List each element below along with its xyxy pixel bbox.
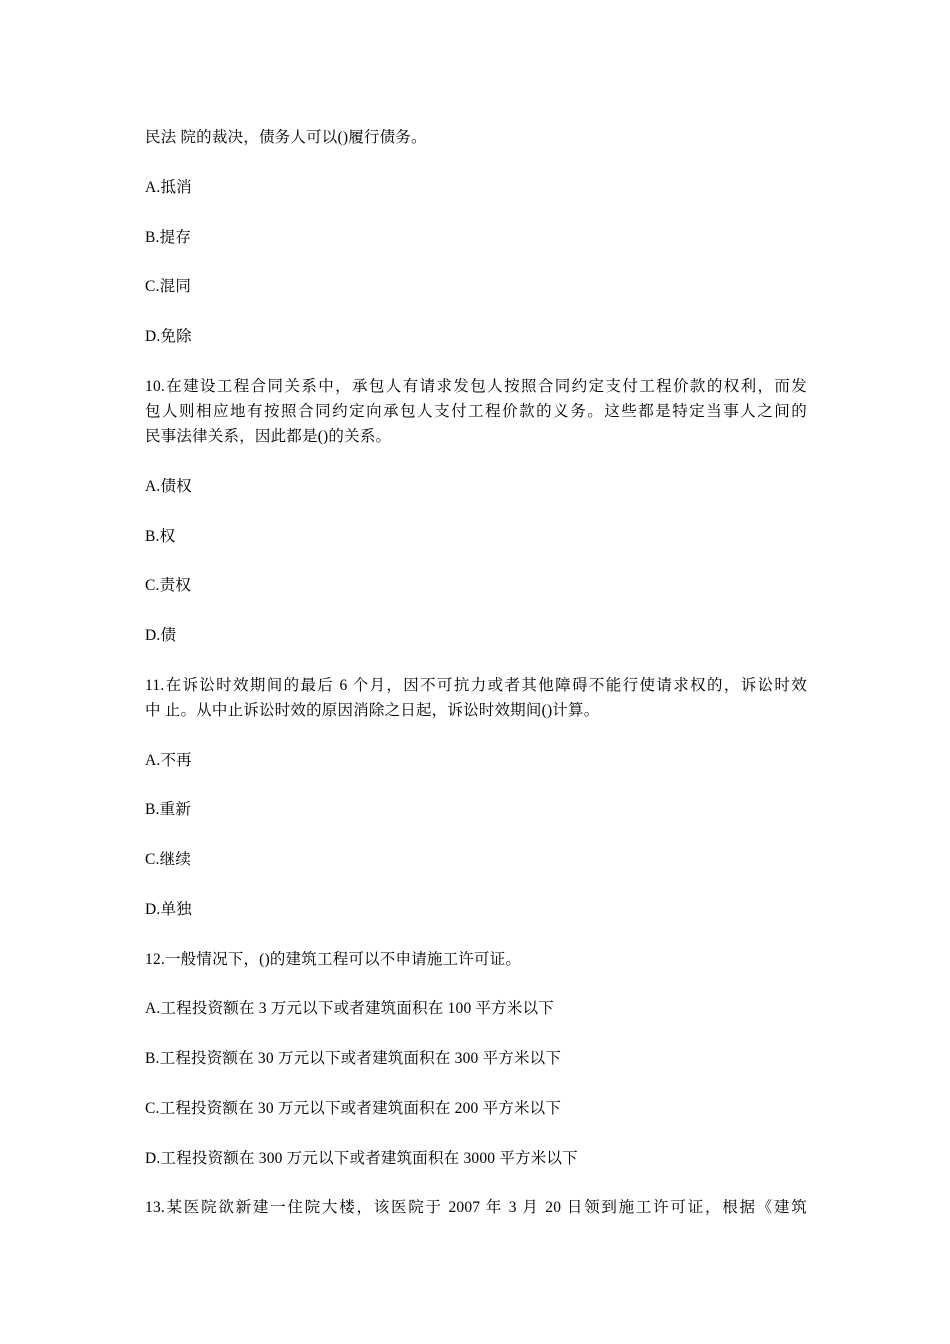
q10-option-a: A.债权 (145, 478, 192, 495)
question-13-stem-line-1: 13.某医院欲新建一住院大楼，该医院于 2007 年 3 月 20 日领到施工许可证，根据《建筑 (145, 1199, 807, 1216)
question-10-stem-line-1: 10.在建设工程合同关系中，承包人有请求发包人按照合同约定支付工程价款的权利，而发 (145, 378, 807, 395)
question-11-stem-line-1: 11.在诉讼时效期间的最后 6 个月，因不可抗力或者其他障碍不能行使请求权的，诉讼时效 (145, 677, 807, 694)
q12-option-d: D.工程投资额在 300 万元以下或者建筑面积在 3000 平方米以下 (145, 1150, 578, 1167)
q11-option-c: C.继续 (145, 851, 192, 868)
q11-option-d: D.单独 (145, 901, 192, 918)
q10-option-c: C.责权 (145, 577, 192, 594)
q11-option-b: B.重新 (145, 801, 192, 818)
q12-option-c: C.工程投资额在 30 万元以下或者建筑面积在 200 平方米以下 (145, 1100, 562, 1117)
question-11-stem-line-2: 中 止。从中止诉讼时效的原因消除之日起，诉讼时效期间()计算。 (145, 702, 600, 719)
q10-option-b: B.权 (145, 528, 176, 545)
q9-option-d: D.免除 (145, 328, 192, 345)
question-9-stem-line: 民法 院的裁决，债务人可以()履行债务。 (145, 129, 427, 146)
q10-option-d: D.债 (145, 627, 177, 644)
q12-option-a: A.工程投资额在 3 万元以下或者建筑面积在 100 平方米以下 (145, 1000, 554, 1017)
q9-option-b: B.提存 (145, 229, 192, 246)
question-12-stem-line: 12.一般情况下，()的建筑工程可以不申请施工许可证。 (145, 951, 522, 968)
q9-option-a: A.抵消 (145, 179, 192, 196)
q12-option-b: B.工程投资额在 30 万元以下或者建筑面积在 300 平方米以下 (145, 1050, 562, 1067)
question-10-stem-line-2: 包人则相应地有按照合同约定向承包人支付工程价款的义务。这些都是特定当事人之间的 (145, 403, 807, 420)
question-10-stem-line-3: 民事法律关系，因此都是()的关系。 (145, 428, 392, 445)
q11-option-a: A.不再 (145, 752, 192, 769)
q9-option-c: C.混同 (145, 278, 192, 295)
